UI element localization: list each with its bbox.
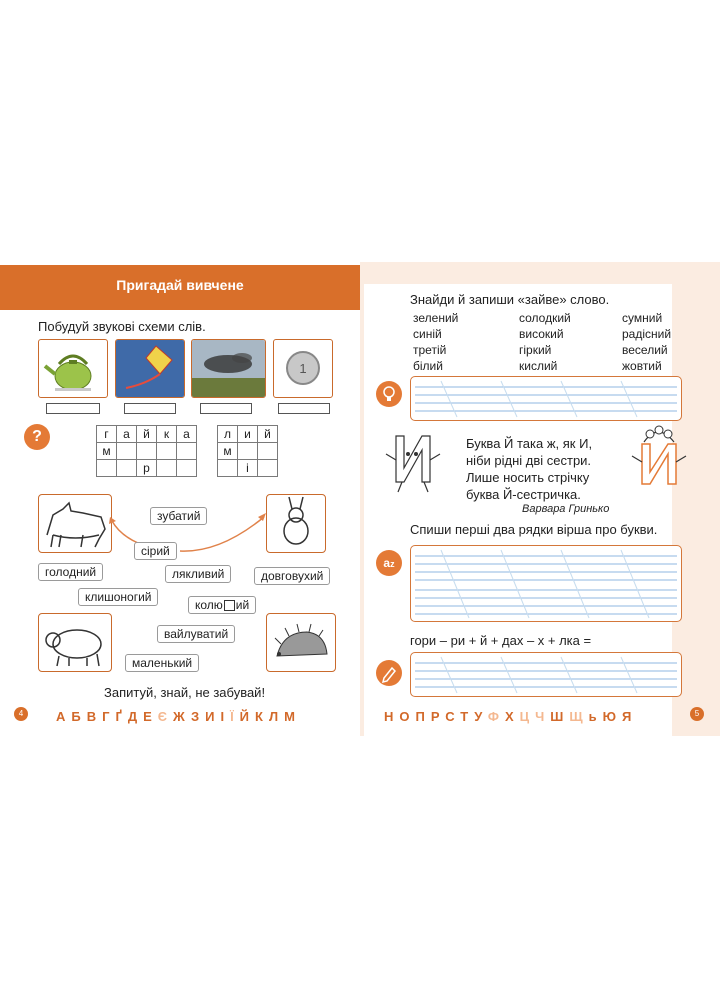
writing-box-puzzle-answer[interactable] bbox=[410, 652, 682, 697]
word-column-3: сумний радісний веселий жовтий bbox=[622, 311, 672, 373]
answer-box-1[interactable] bbox=[46, 403, 100, 414]
letter-y-character-icon bbox=[382, 430, 444, 496]
bear-picture bbox=[38, 613, 112, 672]
lightbulb-icon bbox=[376, 381, 402, 407]
poem bbox=[466, 435, 592, 503]
answer-box-3[interactable] bbox=[200, 403, 252, 414]
word-card-dovhovukhyi[interactable]: довговухий bbox=[254, 567, 330, 585]
section-title: Пригадай вивчене bbox=[116, 277, 244, 293]
word-card-klyshonohyi[interactable]: клишоногий bbox=[78, 588, 158, 606]
alphabet-letter: С bbox=[445, 709, 461, 724]
word-column-1: зелений синій третій білий bbox=[413, 311, 459, 373]
alphabet-letter: Є bbox=[157, 709, 174, 724]
alphabet-letter: Л bbox=[268, 709, 285, 724]
coin-picture bbox=[273, 339, 333, 398]
alphabet-letter: Х bbox=[504, 709, 520, 724]
hedgehog-picture bbox=[266, 613, 336, 672]
word-koliu-end: ий bbox=[235, 598, 250, 612]
alphabet-letter: Й bbox=[239, 709, 256, 724]
poem-line-3: Лише носить стрічку bbox=[466, 470, 590, 485]
alphabet-letter: Ц bbox=[519, 709, 536, 724]
alphabet-letter: Г bbox=[102, 709, 116, 724]
task-build-sound-schemes: Побудуй звукові схеми слів. bbox=[38, 319, 206, 334]
word-card-koliuchyi[interactable] bbox=[188, 596, 256, 614]
letter-grid-lyi: л и й м і bbox=[217, 425, 278, 477]
alphabet-letter: Ж bbox=[173, 709, 191, 724]
answer-box-2[interactable] bbox=[124, 403, 176, 414]
page-number-right: 5 bbox=[690, 707, 704, 721]
task-copy-lines: Спиши перші два рядки вірша про букви. bbox=[410, 522, 658, 537]
coin-icon bbox=[274, 340, 332, 397]
alphabet-letter: О bbox=[399, 709, 416, 724]
section-header bbox=[0, 265, 360, 310]
alphabet-letter: Ґ bbox=[115, 709, 128, 724]
answer-box-4[interactable] bbox=[278, 403, 330, 414]
letter-yi-character-icon bbox=[628, 422, 690, 496]
word-card-malenkyi[interactable]: маленький bbox=[125, 654, 199, 672]
writing-box-copy-poem[interactable] bbox=[410, 545, 682, 622]
alphabet-letter: К bbox=[255, 709, 269, 724]
task-find-odd-word: Знайди й запиши «зайве» слово. bbox=[410, 292, 610, 307]
alphabet-letter: Д bbox=[127, 709, 144, 724]
word-card-holodnyi[interactable]: голодний bbox=[38, 563, 103, 581]
question-icon: ? bbox=[24, 424, 50, 450]
word-card-vailuvatyi[interactable]: вайлуватий bbox=[157, 625, 235, 643]
writing-lines bbox=[411, 377, 681, 420]
coin-value: 1 bbox=[299, 361, 307, 376]
poem-line-4: буква Й-сестричка. bbox=[466, 487, 581, 502]
alphabet-letter: У bbox=[474, 709, 488, 724]
page-number-left: 4 bbox=[14, 707, 28, 721]
alphabet-letter: ь bbox=[588, 709, 603, 724]
alphabet-letter: А bbox=[56, 709, 72, 724]
copy-az-icon: аz bbox=[376, 550, 402, 576]
alphabet-letter: И bbox=[205, 709, 221, 724]
missing-letter-box[interactable] bbox=[224, 600, 235, 611]
alphabet-letter: Р bbox=[430, 709, 446, 724]
alphabet-strip-left bbox=[56, 709, 301, 724]
alphabet-letter: Ю bbox=[602, 709, 622, 724]
bear-icon bbox=[39, 614, 111, 671]
alphabet-letter: З bbox=[190, 709, 206, 724]
word-koliu: колю bbox=[195, 598, 223, 612]
writing-lines bbox=[411, 546, 681, 621]
alphabet-letter: Ф bbox=[487, 709, 505, 724]
motto: Запитуй, знай, не забувай! bbox=[104, 685, 266, 700]
alphabet-letter: Ї bbox=[230, 709, 240, 724]
alphabet-strip-right bbox=[384, 709, 637, 724]
alphabet-letter: Я bbox=[622, 709, 638, 724]
poem-line-1: Буква Й така ж, як И, bbox=[466, 436, 593, 451]
word-card-siryi[interactable]: сірий bbox=[134, 542, 177, 560]
alphabet-letter: Т bbox=[460, 709, 475, 724]
alphabet-letter: Е bbox=[143, 709, 158, 724]
pencil-icon bbox=[376, 660, 402, 686]
alphabet-letter: Б bbox=[71, 709, 87, 724]
writing-lines bbox=[411, 653, 681, 696]
word-column-2: солодкий високий гіркий кислий bbox=[519, 311, 571, 373]
word-card-zubatyi[interactable]: зубатий bbox=[150, 507, 207, 525]
kite-picture bbox=[115, 339, 185, 398]
alphabet-letter: В bbox=[86, 709, 103, 724]
alphabet-letter: П bbox=[415, 709, 431, 724]
word-card-liakluvyi[interactable]: лякливий bbox=[165, 565, 231, 583]
alphabet-letter: Ш bbox=[550, 709, 570, 724]
kite-icon bbox=[116, 340, 184, 397]
alphabet-letter: М bbox=[284, 709, 301, 724]
hedgehog-icon bbox=[267, 614, 335, 671]
kettle-icon bbox=[39, 340, 107, 397]
letter-grid-haika: г а й к а м р bbox=[96, 425, 197, 477]
birds-flock-icon bbox=[192, 340, 265, 397]
alphabet-letter: І bbox=[220, 709, 231, 724]
alphabet-letter: Щ bbox=[569, 709, 589, 724]
poem-line-2: ніби рідні дві сестри. bbox=[466, 453, 592, 468]
birds-picture bbox=[191, 339, 266, 398]
alphabet-letter: Ч bbox=[535, 709, 551, 724]
alphabet-letter: Н bbox=[384, 709, 400, 724]
kettle-picture bbox=[38, 339, 108, 398]
task-word-puzzle: гори – ри + й + дах – х + лка = bbox=[410, 633, 592, 648]
writing-box-odd-word[interactable] bbox=[410, 376, 682, 421]
poem-author: Варвара Гринько bbox=[522, 503, 610, 515]
